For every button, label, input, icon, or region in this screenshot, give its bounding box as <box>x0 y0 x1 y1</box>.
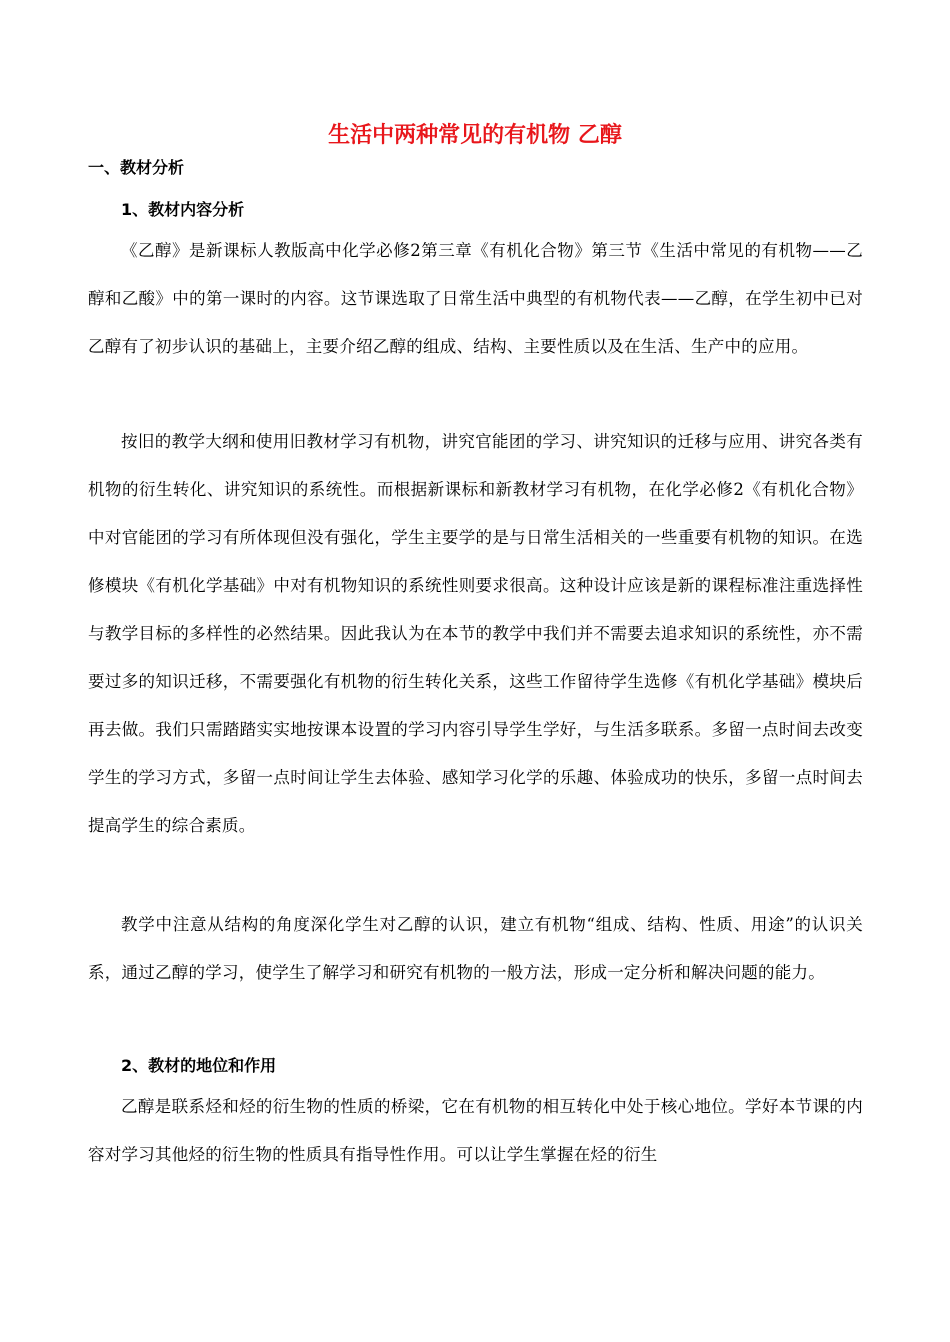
subsection-heading-content-analysis: 1、教材内容分析 <box>121 200 245 219</box>
document-title: 生活中两种常见的有机物 乙醇 <box>328 123 622 148</box>
section-heading-textbook-analysis: 一、教材分析 <box>88 158 185 177</box>
paragraph-teaching-focus: 教学中注意从结构的角度深化学生对乙醇的认识，建立有机物“组成、结构、性质、用途”的认识关系，通过乙醇的学习，使学生了解学习和研究有机物的一般方法，形成一定分析和解决问题的能力。 <box>88 915 863 982</box>
paragraph-status-role: 乙醇是联系烃和烃的衍生物的性质的桥梁，它在有机物的相互转化中处于核心地位。学好本节课的内容对学习其他烃的衍生物的性质具有指导性作用。可以让学生掌握在烃的衍生 <box>88 1097 863 1164</box>
paragraph-intro: 《乙醇》是新课标人教版高中化学必修2第三章《有机化合物》第三节《生活中常见的有机物——乙醇和乙酸》中的第一课时的内容。这节课选取了日常生活中典型的有机物代表——乙醇，在学生初中已对乙醇有了初步认识的基础上，主要介绍乙醇的组成、结构、主要性质以及在生活、生产中的应用。 <box>88 241 863 356</box>
paragraph-curriculum: 按旧的教学大纲和使用旧教材学习有机物，讲究官能团的学习、讲究知识的迁移与应用、讲究各类有机物的衍生转化、讲究知识的系统性。而根据新课标和新教材学习有机物，在化学必修2《有机化合物》中对官能团的学习有所体现但没有强化，学生主要学的是与日常生活相关的一些重要有机物的知识。在选修模块《有机化学基础》中对有机物知识的系统性则要求很高。这种设计应该是新的课程标准注重选择性与教学目标的多样性的必然结果。因此我认为在本节的教学中我们并不需要去追求知识的系统性，亦不需要过多的知识迁移，不需要强化有机物的衍生转化关系，这些工作留待学生选修《有机化学基础》模块后再去做。我们只需踏踏实实地按课本设置的学习内容引导学生学好，与生活多联系。多留一点时间去改变学生的学习方式，多留一点时间让学生去体验、感知学习化学的乐趣、体验成功的快乐，多留一点时间去提高学生的综合素质。 <box>88 432 863 835</box>
subsection-heading-status-role: 2、教材的地位和作用 <box>121 1056 277 1075</box>
